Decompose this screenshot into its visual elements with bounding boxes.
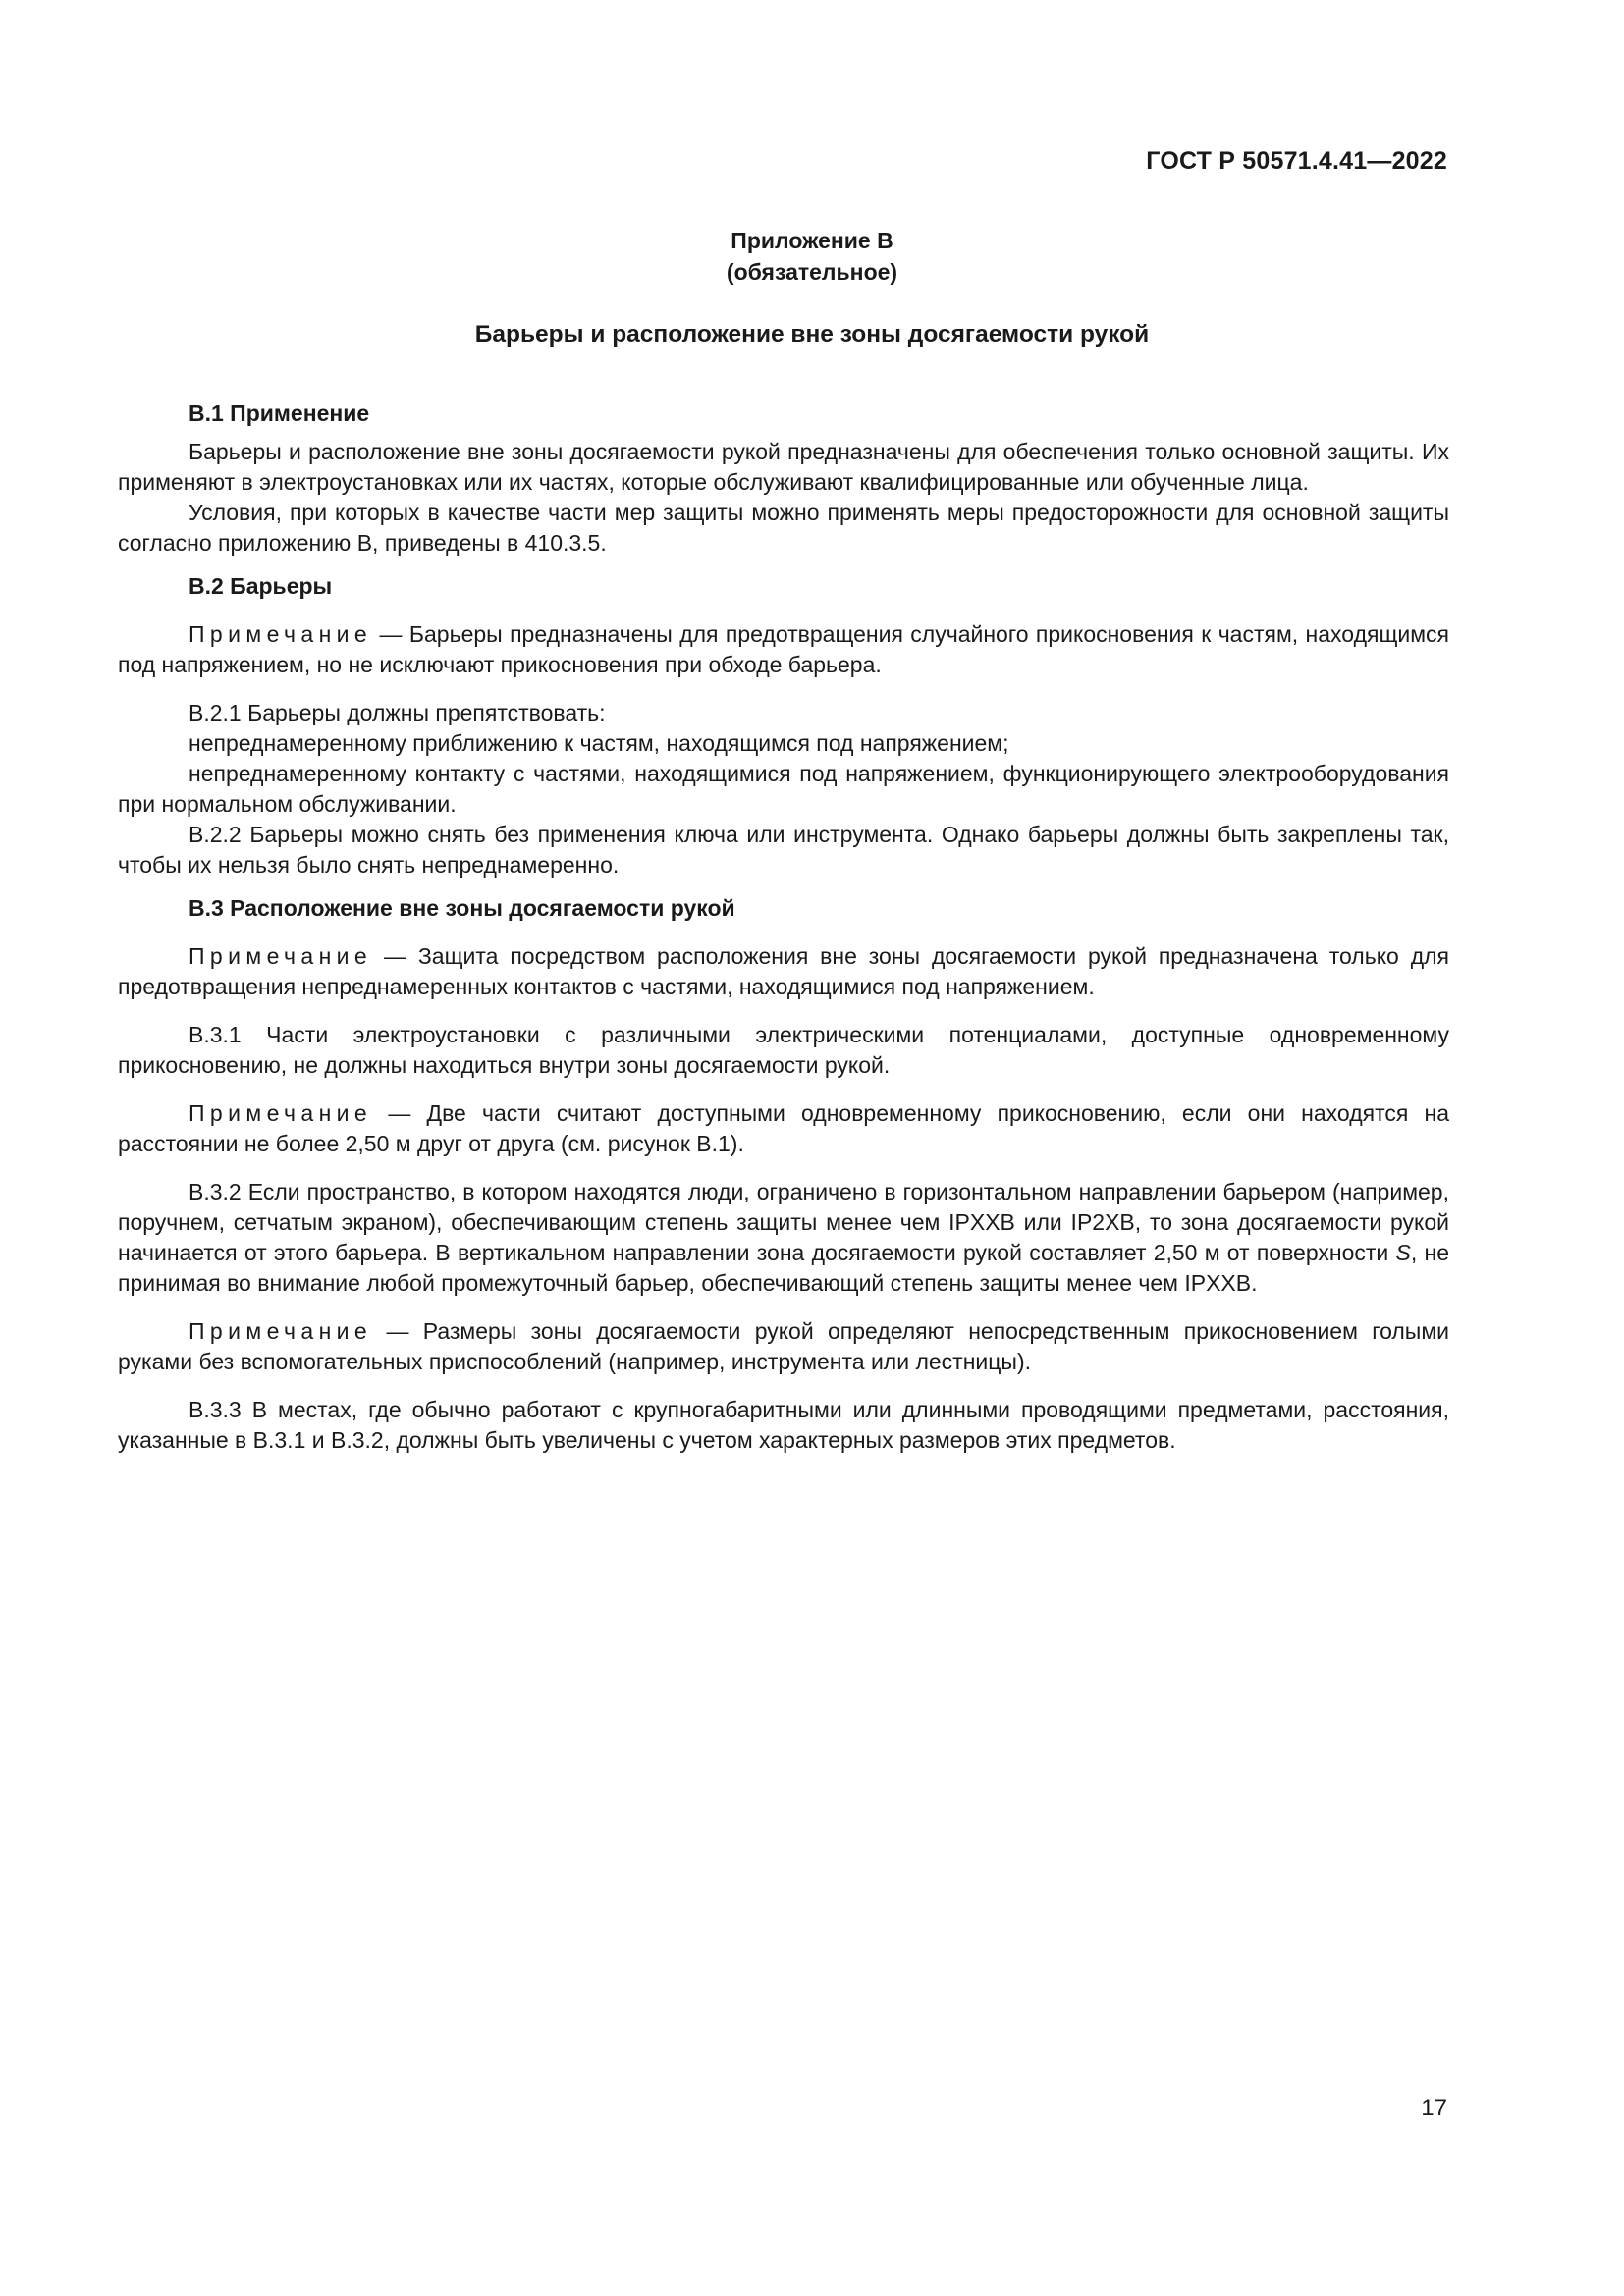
section-b3-heading: В.3 Расположение вне зоны досягаемости рукой: [189, 895, 735, 921]
clause-b21-item-2: непреднамеренному контакту с частями, находящимися под напряжением, функционирующего электрооборудования при нормальном обслуживании.: [118, 761, 1449, 817]
appendix-label: Приложение В: [731, 228, 893, 253]
note-text: — Размеры зоны досягаемости рукой определяют непосредственным прикосновением голыми руками без вспомогательных приспособлений (например, инструмента или лестницы).: [118, 1318, 1449, 1374]
section-b3-note-3: [118, 1316, 1449, 1377]
section-b2-heading: В.2 Барьеры: [189, 573, 333, 599]
note-label: Примечание: [189, 621, 373, 647]
clause-b22: В.2.2 Барьеры можно снять без применения ключа или инструмента. Однако барьеры должны быть закреплены так, чтобы их нельзя было снять непреднамеренно.: [118, 822, 1449, 878]
clause-b33: В.3.3 В местах, где обычно работают с крупногабаритными или длинными проводящими предметами, расстояния, указанные в В.3.1 и В.3.2, должны быть увеличены с учетом характерных размеров этих предметов.: [118, 1397, 1449, 1453]
appendix-heading: [0, 225, 1624, 288]
clause-b32-text-a: В.3.2 Если пространство, в котором находятся люди, ограничено в горизонтальном направлении барьером (например, поручнем, сетчатым экраном), обеспечивающим степень защиты менее чем IPXXB или IP2XB, то зона досягаемости рукой начинается от этого барьера. В вертикальном направлении зона досягаемости рукой составляет 2,50 м от поверхности: [118, 1179, 1449, 1265]
clause-b32: [118, 1177, 1449, 1299]
note-label: Примечание: [189, 1318, 373, 1344]
page-number: 17: [1421, 2095, 1447, 2121]
note-text: — Барьеры предназначены для предотвращения случайного прикосновения к частям, находящимся под напряжением, но не исключают прикосновения при обходе барьера.: [118, 621, 1449, 677]
appendix-status: (обязательное): [726, 259, 898, 285]
note-text: — Две части считают доступными одновременному прикосновению, если они находятся на расстоянии не более 2,50 м друг от друга (см. рисунок В.1).: [118, 1100, 1449, 1156]
document-code-header: ГОСТ Р 50571.4.41—2022: [1146, 147, 1447, 175]
document-body: [118, 399, 1449, 1456]
clause-b21-intro: В.2.1 Барьеры должны препятствовать:: [189, 700, 606, 725]
section-b2-note: [118, 619, 1449, 680]
appendix-title: Барьеры и расположение вне зоны досягаемости рукой: [474, 321, 1150, 347]
note-label: Примечание: [189, 1100, 373, 1126]
clause-b21-item-1: непреднамеренному приближению к частям, находящимся под напряжением;: [189, 730, 1009, 756]
section-b3-note-1: [118, 941, 1449, 1002]
section-b3-note-2: [118, 1098, 1449, 1159]
section-b1-heading: В.1 Применение: [189, 400, 370, 426]
section-b1-paragraph-2: Условия, при которых в качестве части мер защиты можно применять меры предосторожности для основной защиты согласно приложению В, приведены в 410.3.5.: [118, 500, 1449, 556]
note-label: Примечание: [189, 943, 373, 969]
section-b1-paragraph-1: Барьеры и расположение вне зоны досягаемости рукой предназначены для обеспечения только основной защиты. Их применяют в электроустановках или их частях, которые обслуживают квалифицированные или обученные лица.: [118, 439, 1449, 495]
surface-symbol: S: [1395, 1240, 1411, 1265]
clause-b31: В.3.1 Части электроустановки с различными электрическими потенциалами, доступные одновременному прикосновению, не должны находиться внутри зоны досягаемости рукой.: [118, 1022, 1449, 1078]
note-text: — Защита посредством расположения вне зоны досягаемости рукой предназначена только для предотвращения непреднамеренных контактов с частями, находящимися под напряжением.: [118, 943, 1449, 999]
clause-b32-text-b: , не принимая во внимание любой промежуточный барьер, обеспечивающий степень защиты менее чем IPXXB.: [118, 1240, 1449, 1296]
